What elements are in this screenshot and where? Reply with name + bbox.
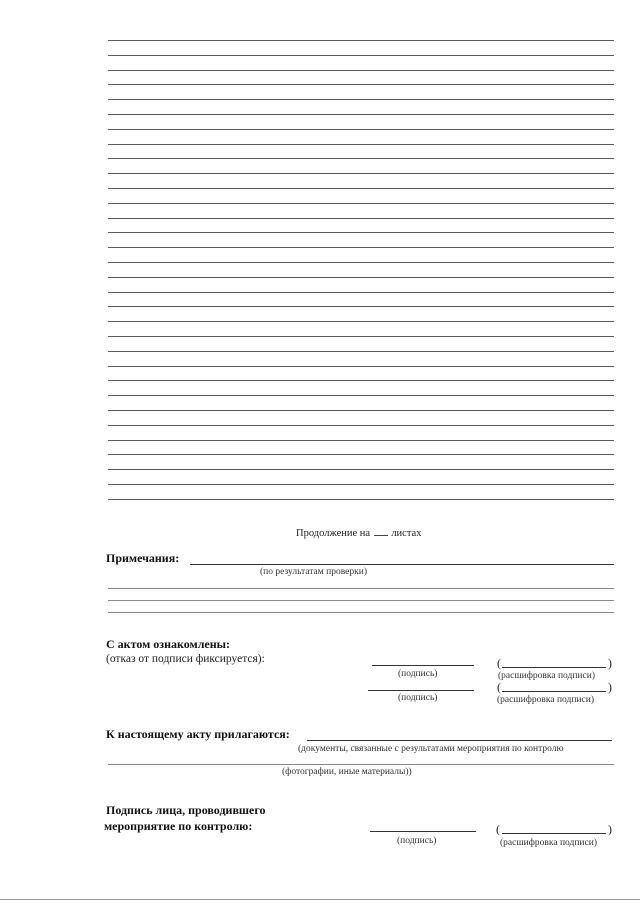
ruled-line[interactable] xyxy=(108,203,614,204)
ruled-line[interactable] xyxy=(108,321,614,322)
ruled-line[interactable] xyxy=(108,351,614,352)
sheet-count-field[interactable] xyxy=(374,527,388,536)
ruled-line[interactable] xyxy=(108,277,614,278)
ruled-line[interactable] xyxy=(108,499,614,500)
continuation-line xyxy=(296,527,421,540)
ruled-line[interactable] xyxy=(108,262,614,263)
decoding-line-2[interactable] xyxy=(502,691,606,692)
inspector-signature-caption: (подпись) xyxy=(397,836,437,846)
attachments-field-line[interactable] xyxy=(307,740,612,741)
ruled-line[interactable] xyxy=(108,469,614,470)
decoding-close-paren-1: ) xyxy=(608,656,612,670)
notes-caption: (по результатам проверки) xyxy=(260,567,368,577)
ruled-line[interactable] xyxy=(108,336,614,337)
inspector-decoding-caption: (расшифровка подписи) xyxy=(500,838,597,848)
ruled-line[interactable] xyxy=(108,410,614,411)
inspector-label-line2: мероприятие по контролю: xyxy=(104,819,253,833)
decoding-open-paren-2: ( xyxy=(497,680,501,694)
decoding-line-1[interactable] xyxy=(502,667,606,668)
notes-label: Примечания: xyxy=(106,551,180,565)
notes-field-line[interactable] xyxy=(190,564,614,565)
ruled-line[interactable] xyxy=(108,158,614,159)
ruled-line[interactable] xyxy=(108,173,614,174)
ruled-line[interactable] xyxy=(108,484,614,485)
continuation-suffix: листах xyxy=(391,528,422,539)
signature-caption-2: (подпись) xyxy=(398,693,438,703)
ruled-line[interactable] xyxy=(108,366,614,367)
attachments-label: К настоящему акту прилагаются: xyxy=(106,727,290,741)
attachments-photos-caption: (фотографии, иные материалы)) xyxy=(282,767,412,777)
decoding-close-paren-2: ) xyxy=(608,680,612,694)
inspector-label-line1: Подпись лица, проводившего xyxy=(106,803,266,817)
ruled-line[interactable] xyxy=(108,425,614,426)
attachments-line-2[interactable] xyxy=(108,764,614,765)
ruled-line[interactable] xyxy=(108,306,614,307)
signature-line-1[interactable] xyxy=(372,665,474,666)
ruled-line[interactable] xyxy=(108,188,614,189)
ruled-line[interactable] xyxy=(108,380,614,381)
ruled-line[interactable] xyxy=(108,129,614,130)
acquainted-label: С актом ознакомлены: xyxy=(106,637,231,651)
decoding-caption-1: (расшифровка подписи) xyxy=(498,671,595,681)
ruled-line[interactable] xyxy=(108,454,614,455)
inspector-signature-line[interactable] xyxy=(370,831,476,832)
decoding-open-paren-1: ( xyxy=(497,656,501,670)
ruled-line[interactable] xyxy=(108,40,614,41)
ruled-line[interactable] xyxy=(108,114,614,115)
ruled-line[interactable] xyxy=(108,440,614,441)
inspector-decoding-close-paren: ) xyxy=(608,822,612,836)
ruled-line[interactable] xyxy=(108,247,614,248)
notes-line-3[interactable] xyxy=(108,600,614,601)
inspector-decoding-line[interactable] xyxy=(502,833,606,834)
inspector-decoding-open-paren: ( xyxy=(496,822,500,836)
ruled-line[interactable] xyxy=(108,84,614,85)
signature-line-2[interactable] xyxy=(368,690,474,691)
continuation-prefix: Продолжение на xyxy=(296,528,371,539)
notes-line-4[interactable] xyxy=(108,612,614,613)
ruled-line[interactable] xyxy=(108,218,614,219)
refusal-note: (отказ от подписи фиксируется): xyxy=(106,653,265,665)
page-bottom-edge xyxy=(0,899,640,900)
ruled-line[interactable] xyxy=(108,232,614,233)
ruled-line[interactable] xyxy=(108,99,614,100)
attachments-documents-caption: (документы, связанные с результатами мероприятия по контролю xyxy=(298,744,564,754)
ruled-line[interactable] xyxy=(108,144,614,145)
ruled-line[interactable] xyxy=(108,292,614,293)
ruled-line[interactable] xyxy=(108,55,614,56)
decoding-caption-2: (расшифровка подписи) xyxy=(497,695,594,705)
ruled-line[interactable] xyxy=(108,70,614,71)
ruled-line[interactable] xyxy=(108,395,614,396)
signature-caption-1: (подпись) xyxy=(398,669,438,679)
notes-line-2[interactable] xyxy=(108,588,614,589)
